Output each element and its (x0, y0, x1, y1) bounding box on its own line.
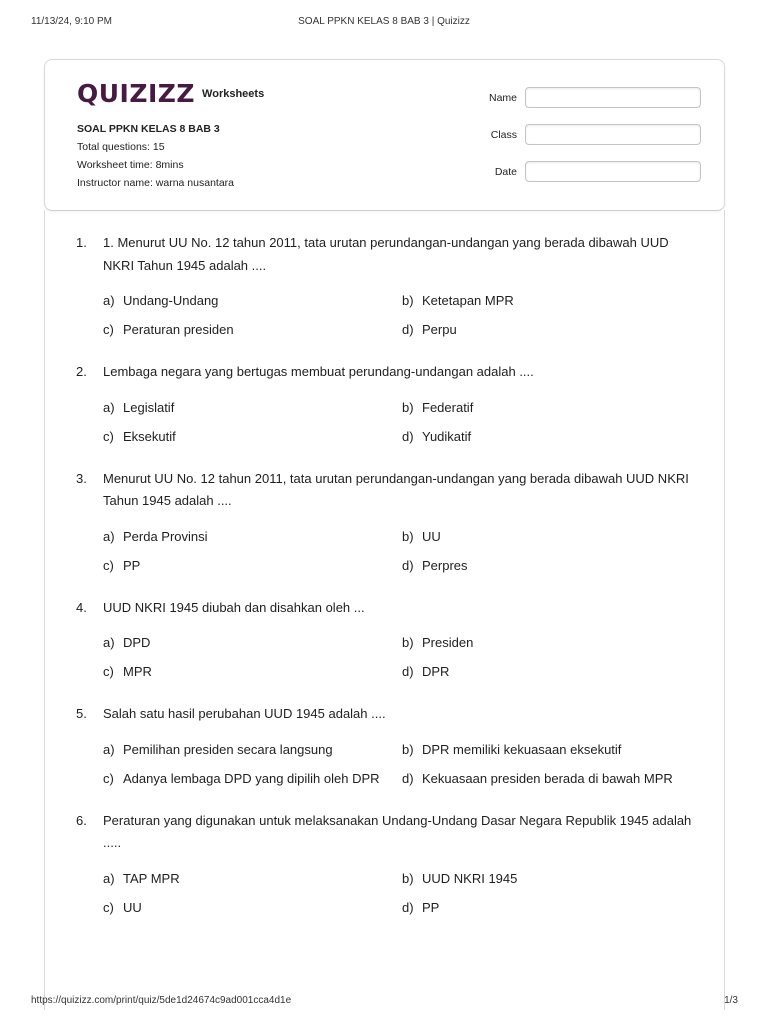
option-key: a) (103, 399, 115, 415)
option-text: UUD NKRI 1945 (422, 870, 518, 886)
question-text: Peraturan yang digunakan untuk melaksanakan Undang-Undang Dasar Negara Republik 1945 adalah ..... (103, 812, 692, 850)
option-a (103, 868, 402, 889)
question-text: Menurut UU No. 12 tahun 2011, tata urutan perundangan-undangan yang berada dibawah UUD NKRI Tahun 1945 adalah .... (103, 470, 689, 508)
option-key: b) (402, 528, 414, 544)
date-input[interactable] (525, 161, 701, 182)
option-text: Pemilihan presiden secara langsung (123, 741, 333, 757)
question-2 (76, 361, 696, 447)
option-text: UU (123, 899, 142, 915)
option-text: DPR (422, 664, 450, 679)
option-c (103, 897, 402, 918)
question-number: 2. (76, 364, 87, 379)
question-number: 4. (76, 599, 87, 615)
date-label: Date (494, 165, 517, 178)
name-label: Name (488, 91, 517, 104)
option-c (103, 426, 402, 447)
question-6 (76, 810, 696, 918)
question-4 (76, 597, 696, 683)
print-header (0, 16, 768, 30)
option-text: DPR memiliki kekuasaan eksekutif (422, 741, 622, 757)
question-list (76, 232, 696, 939)
option-b (402, 290, 702, 311)
option-key: c) (103, 322, 114, 337)
option-text: Eksekutif (123, 428, 176, 444)
class-label: Class (490, 128, 517, 141)
option-key: d) (402, 770, 414, 786)
option-key: a) (103, 528, 115, 544)
option-a (103, 526, 402, 547)
page-number: 1/3 (724, 995, 738, 1006)
option-text: Perpu (422, 322, 457, 337)
option-text: UU (422, 528, 441, 544)
worksheet-title: SOAL PPKN KELAS 8 BAB 3 (77, 123, 220, 135)
question-number: 5. (76, 706, 87, 721)
class-field-row (465, 124, 701, 145)
option-a (103, 739, 402, 760)
question-number: 6. (76, 812, 87, 828)
option-text: Peraturan presiden (123, 322, 234, 337)
option-key: d) (402, 322, 414, 337)
option-key: d) (402, 428, 414, 444)
question-text: UUD NKRI 1945 diubah dan disahkan oleh ... (103, 599, 365, 615)
question-text: Salah satu hasil perubahan UUD 1945 adalah .... (103, 706, 386, 721)
option-a (103, 397, 402, 418)
option-key: c) (103, 428, 114, 444)
answer-options (103, 397, 696, 447)
option-key: a) (103, 293, 115, 308)
option-c (103, 319, 402, 340)
option-text: Ketetapan MPR (422, 293, 514, 308)
option-a (103, 632, 402, 653)
option-key: d) (402, 557, 414, 573)
option-a (103, 290, 402, 311)
logo-subtitle: Worksheets (202, 87, 265, 100)
option-key: d) (402, 664, 414, 679)
option-key: b) (402, 399, 414, 415)
instructor-name: Instructor name: warna nusantara (77, 177, 234, 189)
option-b (402, 739, 702, 760)
option-key: c) (103, 899, 114, 915)
option-text: Perda Provinsi (123, 528, 208, 544)
print-page-title: SOAL PPKN KELAS 8 BAB 3 | Quizizz (298, 16, 470, 27)
print-datetime: 11/13/24, 9:10 PM (31, 16, 112, 27)
question-1 (76, 232, 696, 340)
option-b (402, 526, 702, 547)
option-text: Federatif (422, 399, 474, 415)
question-5 (76, 703, 696, 789)
answer-options (103, 632, 696, 682)
name-field-row (465, 87, 701, 108)
option-d (402, 426, 702, 447)
option-text: DPD (123, 635, 151, 650)
print-footer (0, 995, 768, 1009)
logo-wordmark: QUIZIZZ (77, 79, 196, 108)
option-text: PP (123, 557, 141, 573)
question-text: Lembaga negara yang bertugas membuat perundang-undangan adalah .... (103, 364, 534, 379)
option-b (402, 632, 702, 653)
worksheet-meta (77, 120, 234, 192)
option-text: TAP MPR (123, 870, 180, 886)
option-key: b) (402, 741, 414, 757)
option-key: c) (103, 664, 114, 679)
question-3 (76, 468, 696, 576)
option-d (402, 319, 702, 340)
answer-options (103, 868, 696, 918)
option-key: b) (402, 635, 414, 650)
worksheet-header-card (44, 59, 725, 211)
option-c (103, 768, 402, 789)
option-text: Kekuasaan presiden berada di bawah MPR (422, 770, 673, 786)
name-input[interactable] (525, 87, 701, 108)
class-input[interactable] (525, 124, 701, 145)
option-b (402, 868, 702, 889)
page-url-link[interactable]: https://quizizz.com/print/quiz/5de1d24674c9ad001cca4d1e (31, 995, 292, 1006)
option-text: Yudikatif (422, 428, 472, 444)
worksheet-time: Worksheet time: 8mins (77, 159, 184, 171)
option-text: Legislatif (123, 399, 175, 415)
option-text: Presiden (422, 635, 474, 650)
option-text: Adanya lembaga DPD yang dipilih oleh DPR (123, 770, 380, 786)
option-key: c) (103, 557, 114, 573)
option-text: MPR (123, 664, 152, 679)
option-c (103, 555, 402, 576)
option-key: a) (103, 741, 115, 757)
quizizz-logo (77, 81, 264, 106)
option-key: b) (402, 293, 414, 308)
question-text: 1. Menurut UU No. 12 tahun 2011, tata urutan perundangan-undangan yang berada dibawah UUD NKRI Tahun 1945 adalah .... (103, 235, 669, 273)
option-text: Undang-Undang (123, 293, 219, 308)
answer-options (103, 290, 696, 340)
option-key: b) (402, 870, 414, 886)
option-c (103, 661, 402, 682)
total-questions: Total questions: 15 (77, 141, 165, 153)
option-d (402, 661, 702, 682)
option-key: c) (103, 770, 114, 786)
option-key: a) (103, 870, 115, 886)
option-d (402, 555, 702, 576)
option-d (402, 768, 702, 789)
option-key: d) (402, 899, 414, 915)
option-text: PP (422, 899, 440, 915)
question-number: 1. (76, 235, 87, 250)
option-b (402, 397, 702, 418)
date-field-row (465, 161, 701, 182)
option-key: a) (103, 635, 115, 650)
answer-options (103, 526, 696, 576)
option-d (402, 897, 702, 918)
answer-options (103, 739, 696, 789)
question-number: 3. (76, 470, 87, 486)
option-text: Perpres (422, 557, 468, 573)
